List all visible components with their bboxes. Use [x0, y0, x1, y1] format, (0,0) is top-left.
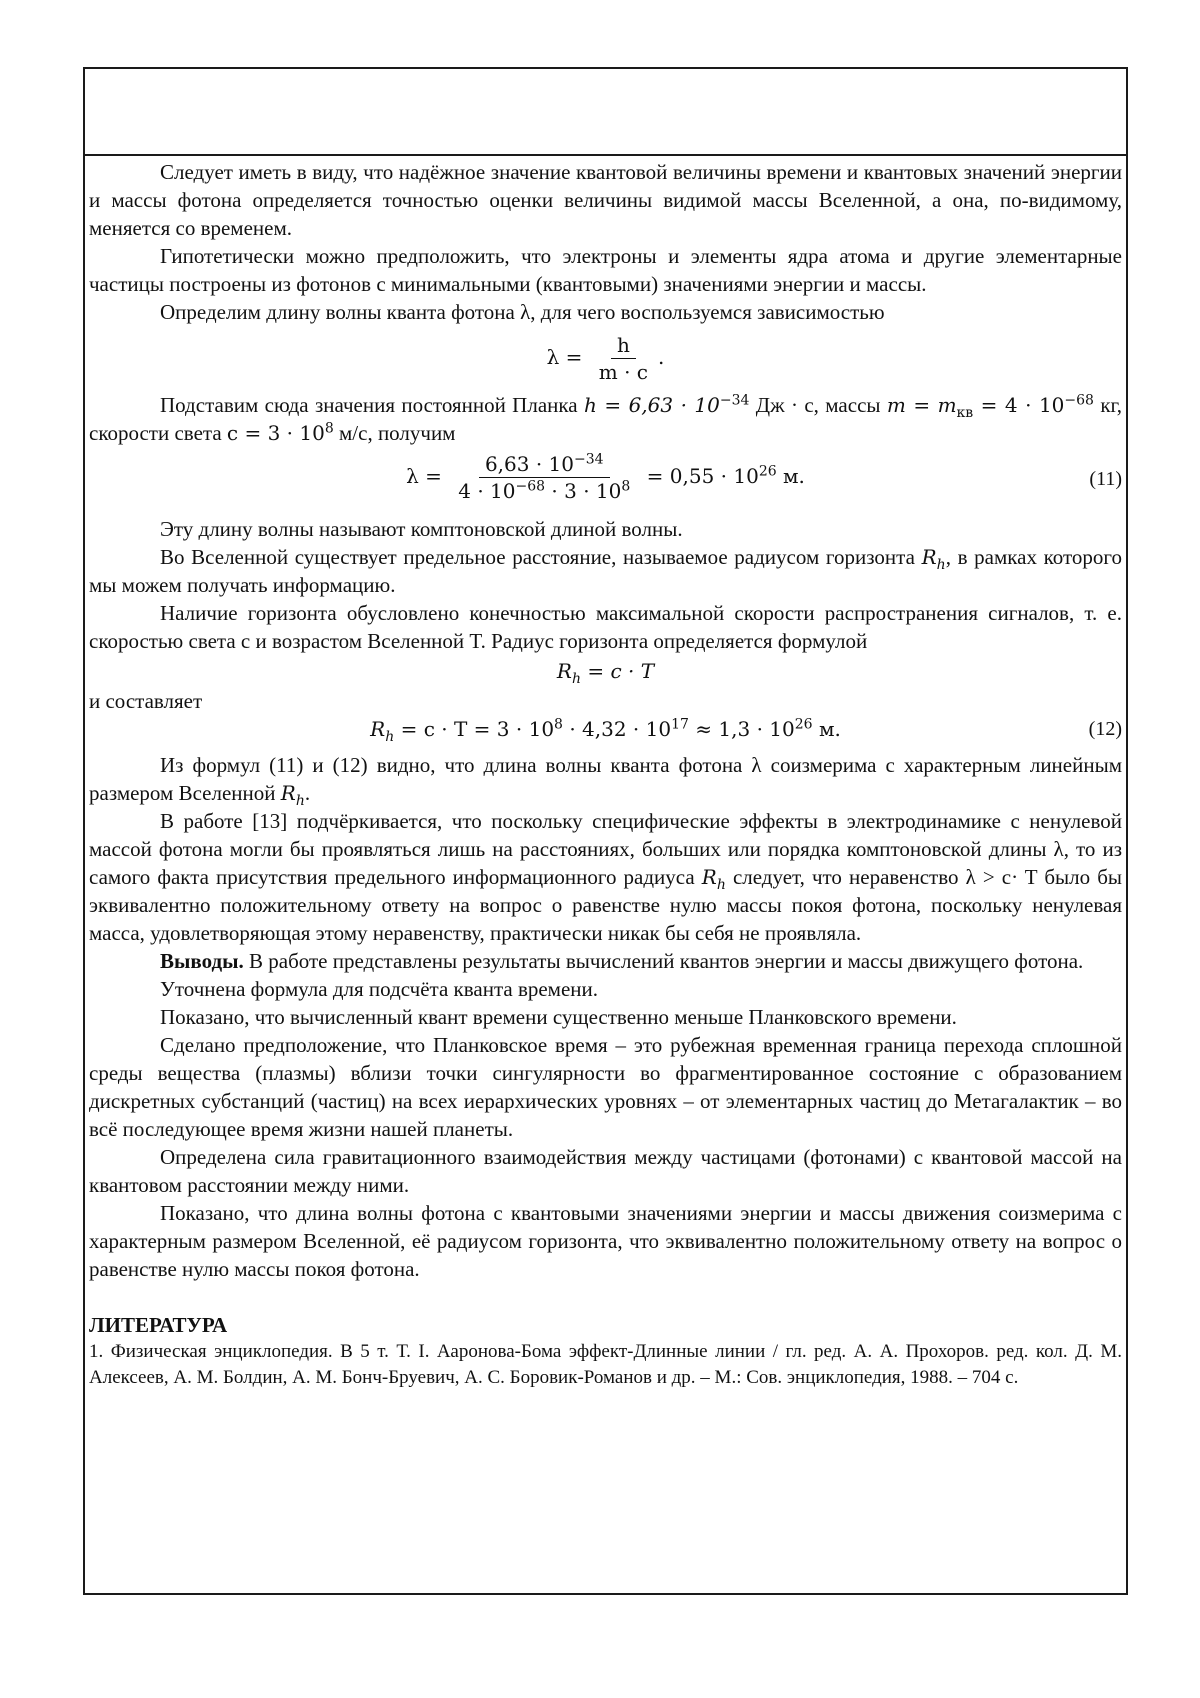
equation-11 [89, 451, 1122, 507]
eq11-den-a: 4 · 10 [458, 479, 516, 503]
paragraph-5: Эту длину волны называют комптоновской длиной волны. [160, 517, 683, 541]
reference-item: 1. Физическая энциклопедия. В 5 т. Т. I. Ааронова-Бома эффект-Длинные линии / гл. ред. А. А. Прохоров. ред. кол. Д. М. Алексеев, А. М. Болдин, А. М. Бонч-Бруевич, А. С. Боровик-Романов и др. – М.: Сов. энциклопедия, 1988. – 704 с. [89, 1341, 1122, 1388]
rh-sub-3: h [385, 729, 395, 745]
paragraph-6 [89, 543, 1122, 599]
eq11-den-b: · 3 · 10 [551, 479, 622, 503]
paragraph-2: Гипотетически можно предположить, что электроны и элементы ядра атома и другие элементарные частицы построены из фотонов с минимальными (квантовыми) значениями энергии и массы. [89, 244, 1122, 296]
p6-text-b: , в рамках которого мы можем получать информацию. [89, 545, 1123, 597]
p10-text-b: следует, что неравенство λ > c· T было бы эквивалентно положительному ответу на вопрос о равенстве нулю массы покоя фотона, поскольку ненулевая масса, удовлетворяющая этому неравенству, практически никак бы себя не проявляла. [89, 865, 1122, 945]
m-sub: кв [956, 405, 974, 421]
eq11-fraction [452, 451, 636, 504]
rh-R-2: R [556, 659, 572, 683]
p9-text: Из формул (11) и (12) видно, что длина волны кванта фотона λ соизмерима с характерным линейным размером Вселенной [89, 753, 1122, 805]
eq11-den-exp2: 8 [621, 478, 631, 495]
rh-symbol-1 [921, 545, 946, 573]
rh-symbol-3 [370, 717, 395, 745]
paragraph-13: Показано, что вычисленный квант времени существенно меньше Планковского времени. [160, 1005, 957, 1029]
h-value [584, 393, 749, 417]
header-band [85, 69, 1126, 156]
eq11-numerator [479, 451, 610, 478]
eq11-den-exp1: −68 [515, 478, 546, 495]
rh-symbol-2 [556, 659, 581, 687]
rh-symbol-5 [701, 865, 726, 893]
eq12-exp3: 26 [794, 716, 813, 733]
c-value [227, 421, 334, 445]
rh-R-3: R [370, 717, 386, 741]
eq11-lhs: λ = [406, 464, 442, 488]
rh-symbol-4 [280, 781, 305, 809]
rh-sub-5: h [716, 877, 726, 893]
eq12-b: · 4,32 · 10 [569, 717, 672, 741]
paragraph-14: Сделано предположение, что Планковское время – это рубежная временная граница перехода сплошной среды вещества (плазмы) вблизи точки сингулярности во фрагментированное состояние с образованием дискретных субстанций (частиц) на всех иерархических уровнях – от элементарных частиц до Метагалактик – во всё последующее время жизни нашей планеты. [89, 1033, 1122, 1141]
equation-number-11: (11) [1089, 468, 1122, 490]
paragraph-7: Наличие горизонта обусловлено конечностью максимальной скорости распространения сигналов, т. е. скоростью света c и возрастом Вселенной T. Радиус горизонта определяется формулой [89, 601, 1122, 653]
rh-sub-1: h [936, 557, 946, 573]
paragraph-conclusions [89, 947, 1122, 975]
paragraph-4 [89, 391, 1122, 447]
article-body [89, 158, 1122, 1391]
rh-sub-2: h [571, 671, 581, 687]
eq12-exp2: 17 [671, 716, 689, 733]
m-exp: −68 [1064, 392, 1094, 409]
conclusions-label: Выводы. [160, 949, 244, 973]
p4-text-b: Дж · с, массы [755, 393, 881, 417]
paragraph-9: Из формул (11) и (12) видно, что длина волны кванта фотона λ соизмерима с характерным линейным размером Вселенной $R_h$. [89, 753, 1122, 809]
p4-text-a: Подставим сюда значения постоянной Планка [160, 393, 578, 417]
rh-sub-4: h [295, 793, 305, 809]
p6-text-a: Во Вселенной существует предельное расстояние, называемое радиусом горизонта [160, 545, 915, 569]
m-value-text: m = m [886, 393, 957, 417]
eq11-unit: м. [783, 464, 805, 488]
equation-number-12: (12) [1088, 718, 1122, 740]
eq11-num-text: 6,63 · 10 [484, 452, 575, 476]
eq12-exp1: 8 [554, 716, 563, 733]
eq12-c: ≈ 1,3 · 10 [695, 717, 795, 741]
eq-rh-rhs: = c · T [587, 659, 655, 683]
c-exp: 8 [324, 420, 334, 437]
paragraph-8: и составляет [89, 689, 203, 713]
eq-lambda-numerator: h [611, 332, 636, 359]
eq-lambda-denominator: m · c [598, 360, 649, 384]
eq12-a: = c · T = 3 · 10 [400, 717, 555, 741]
p10-text-a: В работе [13] подчёркивается, что поскольку специфические эффекты в электродинамике с ненулевой массой фотона могли бы проявляться лишь на расстояниях, больших или порядка комптоновской длины λ, то из самого факта присутствия предельного информационного радиуса [89, 809, 1122, 889]
rh-R-5: R [701, 865, 717, 889]
paragraph-16: Показано, что длина волны фотона с квантовыми значениями энергии и массы движения соизмерима с характерным размером Вселенной, её радиусом горизонта, что эквивалентно положительному ответу на вопрос о равенстве нулю массы покоя фотона. [89, 1201, 1122, 1281]
m-value [886, 392, 1094, 421]
eq11-denominator [452, 478, 636, 504]
h-exp: −34 [719, 392, 750, 409]
paragraph-10 [89, 807, 1122, 947]
conclusions-text: В работе представлены результаты вычислений квантов энергии и массы движущего фотона. [249, 949, 1084, 973]
paragraph-1: Следует иметь в виду, что надёжное значение квантовой величины времени и квантовых значений энергии и массы фотона определяется точностью оценки величины видимой массы Вселенной, а она, по-видимому, меняется со временем. [89, 160, 1122, 240]
references-heading: ЛИТЕРАТУРА [89, 1313, 228, 1337]
paragraph-3: Определим длину волны кванта фотона λ, для чего воспользуемся зависимостью [160, 300, 885, 324]
rh-R-4: R [280, 781, 296, 805]
eq12-unit: м. [818, 717, 841, 741]
eq11-num-exp: −34 [574, 451, 604, 468]
p4-text-c: кг, скорости света [89, 393, 1123, 445]
c-value-text: c = 3 · 10 [226, 421, 325, 445]
equation-lambda: λ = $\frac{h}{m \cdot c}$ . [546, 333, 665, 384]
m-value-text2: = 4 · 10 [980, 393, 1065, 417]
eq11-rhs-exp: 26 [758, 463, 777, 480]
h-value-text: h = 6,63 · 10 [583, 393, 720, 417]
eq11-rhs: = 0,55 · 10 [646, 464, 759, 488]
eq-lambda-lhs: λ = [546, 345, 583, 369]
page-frame [83, 67, 1128, 1595]
rh-R-1: R [921, 545, 937, 569]
equation-rh [89, 657, 1122, 685]
eq-lambda-fraction [593, 332, 654, 385]
paragraph-12: Уточнена формула для подсчёта кванта времени. [160, 977, 599, 1001]
p4-text-d: м/с, получим [339, 421, 456, 445]
paragraph-15: Определена сила гравитационного взаимодействия между частицами (фотонами) с квантовой массой на квантовом расстоянии между ними. [89, 1145, 1122, 1197]
equation-12 [89, 715, 1122, 745]
